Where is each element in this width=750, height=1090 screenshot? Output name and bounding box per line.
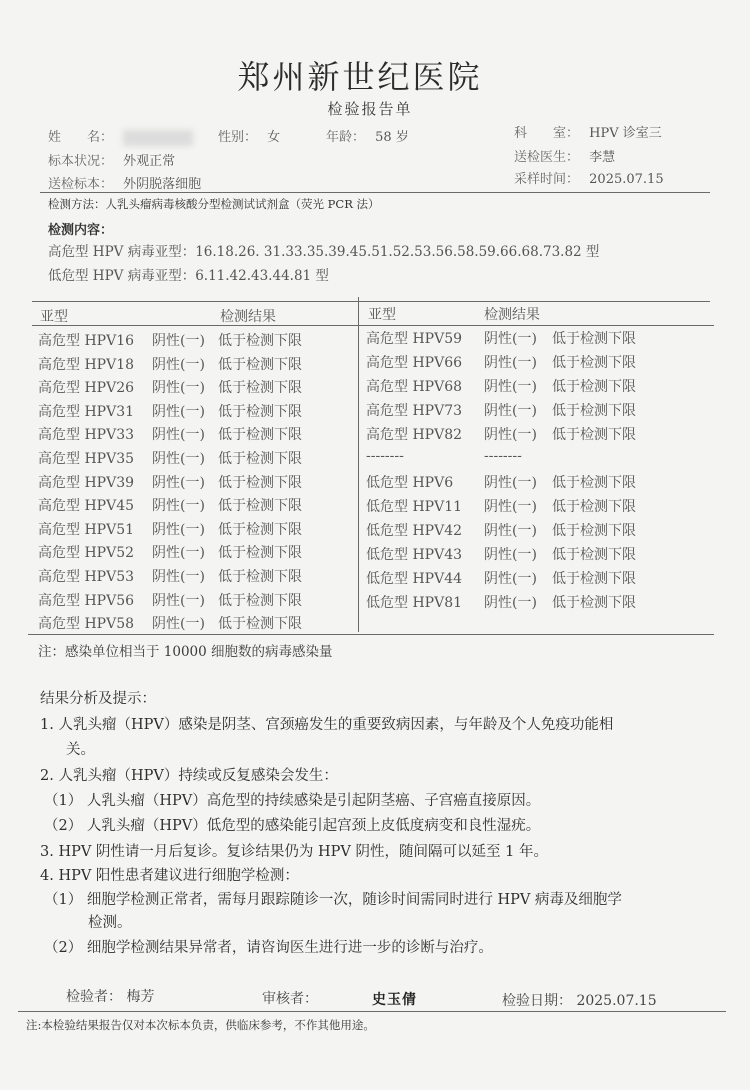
subtype-cell: 高危型 HPV82 xyxy=(366,427,463,443)
subtype-cell: 高危型 HPV58 xyxy=(38,616,135,633)
result-cell: 阴性(一) xyxy=(484,595,537,611)
gender-value: 女 xyxy=(267,130,281,145)
analysis-line: 1. 人乳头瘤（HPV）感染是阴茎、宫颈癌发生的重要致病因素，与年龄及个人免疫功能相 xyxy=(40,717,614,733)
result-cell: 阴性(一) xyxy=(152,380,205,397)
specimen-status-label: 标本状况： xyxy=(48,154,114,169)
test-date-field xyxy=(502,990,657,1010)
subtype-cell: 高危型 HPV33 xyxy=(38,427,135,444)
high-risk-types: 高危型 HPV 病毒亚型：16.18.26. 31.33.35.39.45.51.52.53.56.58.59.66.68.73.82 型 xyxy=(48,244,600,260)
result-cell: 阴性(一) xyxy=(152,451,205,467)
note-cell: 低于检测下限 xyxy=(552,379,636,395)
test-date-label: 检验日期： xyxy=(502,993,572,1009)
age-field xyxy=(326,126,409,145)
footer-divider xyxy=(18,1011,726,1012)
subtype-cell: 高危型 HPV68 xyxy=(366,379,463,395)
sample-time-value: 2025.07.15 xyxy=(589,172,664,187)
right-col-subtype: 亚型 xyxy=(368,307,396,323)
content-label: 检测内容： xyxy=(48,223,114,238)
note-cell: 低于检测下限 xyxy=(218,403,302,420)
note-cell: 低于检测下限 xyxy=(552,547,636,563)
table-note: 注：感染单位相当于 10000 细胞数的病毒感染量 xyxy=(38,644,333,660)
result-cell: 阴性(一) xyxy=(152,498,205,515)
subtype-cell: 低危型 HPV44 xyxy=(366,571,463,587)
specimen-status-value: 外观正常 xyxy=(123,154,176,169)
analysis-line: 检测。 xyxy=(88,915,132,931)
note-cell: 低于检测下限 xyxy=(218,592,302,609)
subtype-cell: 高危型 HPV56 xyxy=(38,592,135,609)
note-cell: 低于检测下限 xyxy=(218,380,302,397)
method-text: 检测方法：人乳头瘤病毒核酸分型检测试试剂盒（荧光 PCR 法） xyxy=(48,197,380,211)
doctor-field xyxy=(514,146,615,165)
right-col-result: 检测结果 xyxy=(484,307,540,323)
analysis-line: 2. 人乳头瘤（HPV）持续或反复感染会发生： xyxy=(40,768,338,784)
reviewer-field xyxy=(262,988,318,1008)
subtype-cell: 低危型 HPV11 xyxy=(366,499,463,515)
result-cell: 阴性(一) xyxy=(152,545,205,562)
specimen-value: 外阴脱落细胞 xyxy=(123,177,202,192)
result-cell: 阴性(一) xyxy=(484,379,537,395)
analysis-line: （2） 人乳头瘤（HPV）低危型的感染能引起宫颈上皮低度病变和良性湿疣。 xyxy=(44,818,541,834)
analysis-title: 结果分析及提示： xyxy=(40,691,156,707)
subtype-cell: 低危型 HPV81 xyxy=(366,595,463,611)
note-cell: 低于检测下限 xyxy=(552,475,636,491)
result-cell: 阴性(一) xyxy=(152,521,205,538)
result-cell: 阴性(一) xyxy=(152,333,205,349)
result-cell: 阴性(一) xyxy=(484,547,537,563)
dept-value: HPV 诊室三 xyxy=(589,126,662,141)
note-cell: 低于检测下限 xyxy=(218,356,302,373)
note-cell: 低于检测下限 xyxy=(218,451,302,467)
hospital-name: 郑州新世纪医院 xyxy=(237,58,483,96)
note-cell: 低于检测下限 xyxy=(218,427,302,444)
result-cell: 阴性(一) xyxy=(152,474,205,491)
note-cell: 低于检测下限 xyxy=(552,355,636,371)
specimen-status-field xyxy=(48,150,175,169)
subtype-cell: 高危型 HPV52 xyxy=(38,545,135,562)
note-cell: 低于检测下限 xyxy=(552,427,636,443)
table-top-line xyxy=(32,301,710,302)
note-cell: 低于检测下限 xyxy=(218,474,302,491)
analysis-line: （1） 细胞学检测正常者，需每月跟踪随诊一次，随诊时间需同时进行 HPV 病毒及细胞学 xyxy=(44,892,622,908)
note-cell: 低于检测下限 xyxy=(552,523,636,539)
disclaimer: 注:本检验结果报告仅对本次标本负责，供临床参考，不作其他用途。 xyxy=(26,1018,375,1032)
subtype-cell: 低危型 HPV43 xyxy=(366,547,463,563)
subtype-cell: 高危型 HPV59 xyxy=(366,331,463,347)
doctor-value: 李慧 xyxy=(589,150,616,165)
result-cell: 阴性(一) xyxy=(484,331,537,347)
note-cell: 低于检测下限 xyxy=(218,569,302,585)
analysis-line: 关。 xyxy=(66,742,95,758)
report-title: 检验报告单 xyxy=(327,100,413,118)
note-cell: 低于检测下限 xyxy=(552,571,636,587)
table-header-line xyxy=(32,325,714,326)
patient-name-row xyxy=(48,126,193,146)
note-cell: 低于检测下限 xyxy=(552,331,636,347)
result-cell: 阴性(一) xyxy=(484,523,537,539)
analysis-line: 3. HPV 阴性请一月后复诊。复诊结果仍为 HPV 阴性，随间隔可以延至 1 年。 xyxy=(40,844,548,860)
note-cell: 低于检测下限 xyxy=(552,499,636,515)
result-cell: -------- xyxy=(484,448,522,464)
reviewer-signature: 史玉倩 xyxy=(372,992,417,1008)
result-cell: 阴性(一) xyxy=(484,427,537,443)
subtype-cell: -------- xyxy=(366,448,404,464)
header-divider xyxy=(40,192,710,193)
subtype-cell: 高危型 HPV26 xyxy=(38,380,135,397)
subtype-cell: 高危型 HPV73 xyxy=(366,403,463,419)
subtype-cell: 高危型 HPV35 xyxy=(38,451,135,467)
low-risk-types: 低危型 HPV 病毒亚型：6.11.42.43.44.81 型 xyxy=(48,268,329,284)
subtype-cell: 高危型 HPV51 xyxy=(38,521,135,538)
subtype-cell: 低危型 HPV42 xyxy=(366,523,463,539)
sample-time-label: 采样时间： xyxy=(514,172,580,187)
reviewer-label: 审核者： xyxy=(262,991,318,1007)
note-cell: 低于检测下限 xyxy=(552,403,636,419)
left-col-subtype: 亚型 xyxy=(40,309,68,325)
result-cell: 阴性(一) xyxy=(152,592,205,609)
result-cell: 阴性(一) xyxy=(484,571,537,587)
subtype-cell: 高危型 HPV45 xyxy=(38,498,135,515)
dept-label: 科 室： xyxy=(514,126,580,141)
result-cell: 阴性(一) xyxy=(484,475,537,491)
subtype-cell: 高危型 HPV39 xyxy=(38,474,135,491)
test-date-value: 2025.07.15 xyxy=(576,993,657,1009)
table-column-divider xyxy=(358,297,359,632)
result-cell: 阴性(一) xyxy=(484,355,537,371)
subtype-cell: 高危型 HPV16 xyxy=(38,333,135,349)
inspector-value: 梅芳 xyxy=(126,989,155,1005)
redacted-name xyxy=(123,130,193,146)
name-label: 姓 名： xyxy=(48,130,114,145)
note-cell: 低于检测下限 xyxy=(552,595,636,611)
doctor-label: 送检医生： xyxy=(514,150,580,165)
note-cell: 低于检测下限 xyxy=(218,333,302,349)
subtype-cell: 高危型 HPV66 xyxy=(366,355,463,371)
result-cell: 阴性(一) xyxy=(484,403,537,419)
subtype-cell: 高危型 HPV31 xyxy=(38,403,135,420)
result-cell: 阴性(一) xyxy=(152,616,205,633)
note-cell: 低于检测下限 xyxy=(218,498,302,515)
note-cell: 低于检测下限 xyxy=(218,545,302,562)
gender-label: 性别： xyxy=(218,130,258,145)
left-col-result: 检测结果 xyxy=(220,309,276,325)
dept-field xyxy=(514,122,662,141)
table-bottom-line xyxy=(28,634,714,635)
subtype-cell: 低危型 HPV6 xyxy=(366,475,454,491)
specimen-label: 送检标本： xyxy=(48,177,114,192)
note-cell: 低于检测下限 xyxy=(218,521,302,538)
subtype-cell: 高危型 HPV53 xyxy=(38,569,135,585)
subtype-cell: 高危型 HPV18 xyxy=(38,356,135,373)
analysis-line: （2） 细胞学检测结果异常者，请咨询医生进行进一步的诊断与治疗。 xyxy=(44,940,493,956)
specimen-field xyxy=(48,173,201,192)
result-cell: 阴性(一) xyxy=(484,499,537,515)
analysis-line: 4. HPV 阳性患者建议进行细胞学检测： xyxy=(40,868,299,884)
gender-field xyxy=(218,126,280,145)
result-cell: 阴性(一) xyxy=(152,403,205,420)
result-cell: 阴性(一) xyxy=(152,569,205,585)
inspector-field xyxy=(66,986,154,1006)
result-cell: 阴性(一) xyxy=(152,356,205,373)
result-cell: 阴性(一) xyxy=(152,427,205,444)
age-label: 年龄： xyxy=(326,130,366,145)
note-cell: 低于检测下限 xyxy=(218,616,302,633)
analysis-line: （1） 人乳头瘤（HPV）高危型的持续感染是引起阴茎癌、子宫癌直接原因。 xyxy=(44,793,541,809)
sample-time-field xyxy=(514,168,664,187)
age-value: 58 岁 xyxy=(375,130,409,145)
inspector-label: 检验者： xyxy=(66,989,122,1005)
